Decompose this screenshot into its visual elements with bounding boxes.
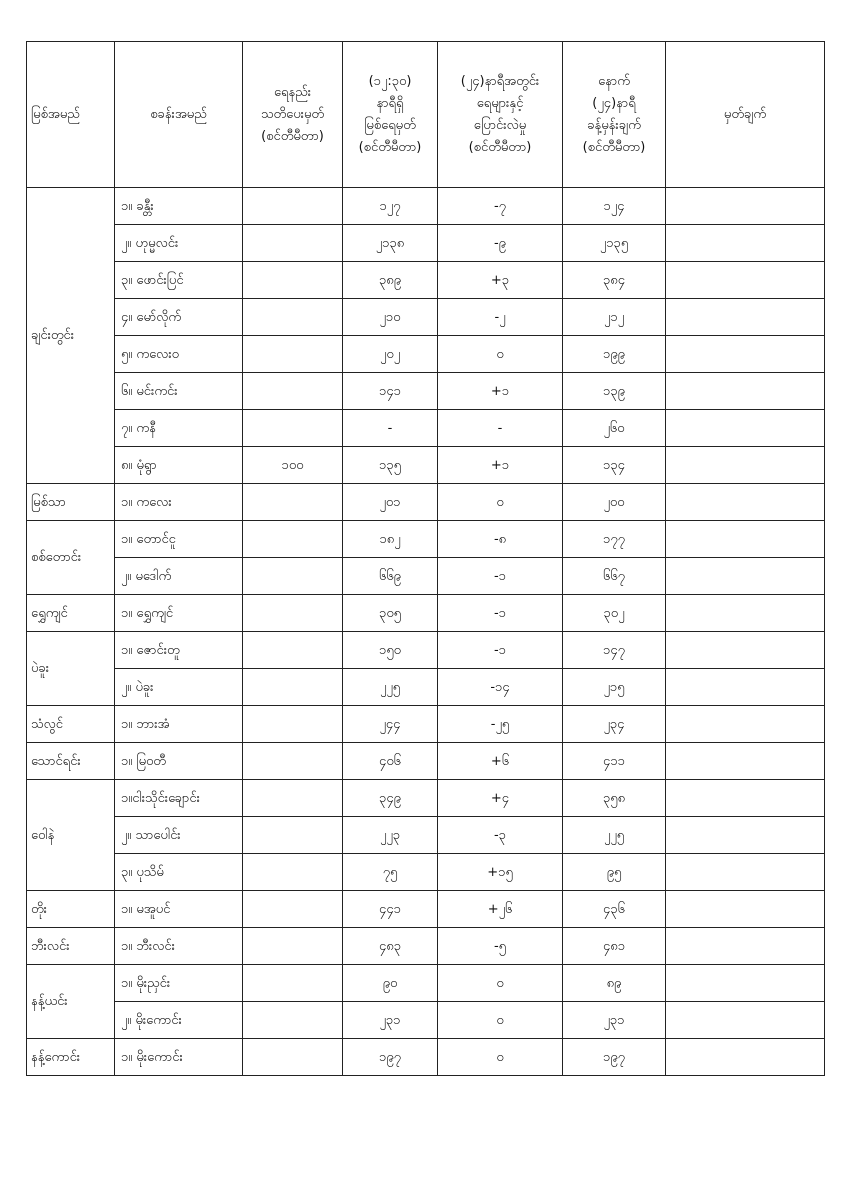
low-warning-cell (243, 1039, 343, 1076)
header-text-line: စခန်းအမည် (150, 106, 207, 122)
low-warning-cell (243, 299, 343, 336)
station-name-cell: ၂။ ပဲခူး (115, 669, 243, 706)
forecast-24h-cell: ၁၉၇ (563, 1039, 666, 1076)
current-level-cell: ၂၂၃ (343, 817, 438, 854)
low-warning-cell (243, 521, 343, 558)
header-text-line: မြစ်အမည် (31, 106, 80, 122)
station-name-cell: ၁။ ဘီးလင်း (115, 928, 243, 965)
header-text-line: နာရီရှိ (376, 95, 404, 111)
remark-cell (666, 410, 825, 447)
low-warning-cell (243, 188, 343, 225)
forecast-24h-cell: ၄၁၁ (563, 743, 666, 780)
station-name-cell: ၂။ သာပေါင်း (115, 817, 243, 854)
current-level-cell: ၄၈၃ (343, 928, 438, 965)
change-24h-cell: +၁ (438, 373, 563, 410)
table-row (27, 484, 825, 521)
remark-cell (666, 965, 825, 1002)
station-name-cell: ၃။ ဖောင်းပြင် (115, 262, 243, 299)
low-warning-cell (243, 817, 343, 854)
low-warning-cell (243, 595, 343, 632)
forecast-24h-cell: ၂၁၃၅ (563, 225, 666, 262)
current-level-cell: ၁၉၇ (343, 1039, 438, 1076)
current-level-cell: ၁၄၁ (343, 373, 438, 410)
remark-cell (666, 188, 825, 225)
low-warning-cell (243, 484, 343, 521)
remark-cell (666, 1002, 825, 1039)
station-name-cell: ၂။ မိုးကောင်း (115, 1002, 243, 1039)
remark-cell (666, 780, 825, 817)
forecast-24h-cell: ၁၂၄ (563, 188, 666, 225)
change-24h-cell: ၀ (438, 1002, 563, 1039)
header-text-line: (၂၄)နာရီအတွင်း (460, 73, 540, 89)
header-text-line: ခန့်မှန်းချက် (587, 117, 641, 133)
forecast-24h-cell: ၂၂၅ (563, 817, 666, 854)
low-warning-cell (243, 262, 343, 299)
header-text-line: (၂၄)နာရီ (592, 95, 636, 111)
change-24h-cell: -၅ (438, 928, 563, 965)
low-warning-cell (243, 706, 343, 743)
remark-cell (666, 484, 825, 521)
low-warning-cell (243, 891, 343, 928)
header-text-line: ပြောင်းလဲမှု (473, 117, 527, 133)
change-24h-cell: +၆ (438, 743, 563, 780)
low-warning-cell (243, 669, 343, 706)
change-24h-cell: -၂ (438, 299, 563, 336)
forecast-24h-cell: ၂၀၀ (563, 484, 666, 521)
table-row (27, 743, 825, 780)
station-name-cell: ၁။ မိုးကောင်း (115, 1039, 243, 1076)
remark-cell (666, 225, 825, 262)
remark-cell (666, 669, 825, 706)
table-row (27, 854, 825, 891)
river-name-cell: ရွှေကျင် (27, 595, 115, 632)
current-level-cell: ၂၀၁ (343, 484, 438, 521)
current-level-header (343, 42, 438, 188)
station-name-cell: ၁။ ခန္တီး (115, 188, 243, 225)
header-text-line: (၁၂:၃၀) (368, 73, 412, 89)
forecast-24h-cell: ၁၃၄ (563, 447, 666, 484)
header-row (27, 42, 825, 188)
low-warning-cell (243, 780, 343, 817)
remark-cell (666, 558, 825, 595)
table-row (27, 965, 825, 1002)
forecast-24h-cell: ၉၅ (563, 854, 666, 891)
forecast-24h-cell: ၄၃၆ (563, 891, 666, 928)
station-name-cell: ၇။ ကနီ (115, 410, 243, 447)
low-warning-cell (243, 965, 343, 1002)
low-warning-cell (243, 1002, 343, 1039)
table-header (27, 42, 825, 188)
current-level-cell: ၂၁၃၈ (343, 225, 438, 262)
current-level-cell: ၁၃၅ (343, 447, 438, 484)
low-warning-cell: ၁၀၀ (243, 447, 343, 484)
remark-cell (666, 854, 825, 891)
river-name-cell: သံလွင် (27, 706, 115, 743)
station-name-cell: ၁။ တောင်ငူ (115, 521, 243, 558)
remark-cell (666, 743, 825, 780)
change-24h-cell: -၁၄ (438, 669, 563, 706)
header-text-line: (စင်တီမီတာ) (468, 139, 532, 155)
change-24h-cell: -၉ (438, 225, 563, 262)
table-row (27, 1002, 825, 1039)
remark-cell (666, 1039, 825, 1076)
forecast-24h-cell: ၂၃၄ (563, 706, 666, 743)
forecast-24h-header (563, 42, 666, 188)
station-name-cell: ၁။ မိုးညှင်း (115, 965, 243, 1002)
forecast-24h-cell: ၃၅၈ (563, 780, 666, 817)
river-name-header (27, 42, 115, 188)
forecast-24h-cell: ၁၄၇ (563, 632, 666, 669)
current-level-cell: ၁၅၀ (343, 632, 438, 669)
current-level-cell: ၄၄၁ (343, 891, 438, 928)
table-row (27, 373, 825, 410)
forecast-24h-cell: ၁၉၉ (563, 336, 666, 373)
change-24h-cell: +၁၅ (438, 854, 563, 891)
table-row (27, 410, 825, 447)
change-24h-cell: -၂၅ (438, 706, 563, 743)
low-warning-cell (243, 854, 343, 891)
table-row (27, 299, 825, 336)
forecast-24h-cell: ၂၁၂ (563, 299, 666, 336)
table-row (27, 891, 825, 928)
river-name-cell: ပဲခူး (27, 632, 115, 706)
station-name-cell: ၁။ ကလေး (115, 484, 243, 521)
river-name-cell: သောင်ရင်း (27, 743, 115, 780)
station-name-cell: ၆။ မင်းကင်း (115, 373, 243, 410)
current-level-cell: ၁၈၂ (343, 521, 438, 558)
remark-cell (666, 817, 825, 854)
current-level-cell: ၁၂၇ (343, 188, 438, 225)
header-text-line: ရေနည်း (273, 84, 312, 100)
river-name-cell: ဝေါနဲ (27, 780, 115, 891)
forecast-24h-cell: ၃၈၄ (563, 262, 666, 299)
change-24h-cell: -၇ (438, 188, 563, 225)
table-row (27, 669, 825, 706)
change-24h-cell: -၁ (438, 558, 563, 595)
change-24h-cell: -၃ (438, 817, 563, 854)
low-warning-cell (243, 225, 343, 262)
forecast-24h-cell: ၈၉ (563, 965, 666, 1002)
forecast-24h-cell: ၂၆၀ (563, 410, 666, 447)
station-name-cell: ၁။ငါးသိုင်းချောင်း (115, 780, 243, 817)
change-24h-cell: ၀ (438, 965, 563, 1002)
current-level-cell: ၆၆၉ (343, 558, 438, 595)
remark-cell (666, 336, 825, 373)
river-name-cell: ချင်းတွင်း (27, 188, 115, 484)
station-name-cell: ၁။ မြဝတီ (115, 743, 243, 780)
forecast-24h-cell: ၄၈၁ (563, 928, 666, 965)
table-row (27, 632, 825, 669)
change-24h-cell: +၄ (438, 780, 563, 817)
change-24h-cell: -၈ (438, 521, 563, 558)
forecast-24h-cell: ၁၇၇ (563, 521, 666, 558)
remark-cell (666, 373, 825, 410)
river-name-cell: တိုး (27, 891, 115, 928)
change-24h-cell: -၁ (438, 595, 563, 632)
current-level-cell: ၄၀၆ (343, 743, 438, 780)
station-name-cell: ၁။ ရွှေကျင် (115, 595, 243, 632)
low-warning-cell (243, 558, 343, 595)
table-body (27, 188, 825, 1076)
remark-cell (666, 447, 825, 484)
table-row (27, 188, 825, 225)
table-row (27, 336, 825, 373)
remark-cell (666, 891, 825, 928)
forecast-24h-cell: ၃၀၂ (563, 595, 666, 632)
remark-cell (666, 299, 825, 336)
current-level-cell: ၂၀၂ (343, 336, 438, 373)
current-level-cell: ၉၀ (343, 965, 438, 1002)
change-24h-cell: +၁ (438, 447, 563, 484)
river-name-cell: နန့်ကောင်း (27, 1039, 115, 1076)
station-name-cell: ၁။ မအူပင် (115, 891, 243, 928)
current-level-cell: ၃၄၉ (343, 780, 438, 817)
remark-cell (666, 928, 825, 965)
table-row (27, 928, 825, 965)
table-row (27, 262, 825, 299)
remark-cell (666, 632, 825, 669)
change-24h-header (438, 42, 563, 188)
forecast-24h-cell: ၆၆၇ (563, 558, 666, 595)
change-24h-cell: +၂၆ (438, 891, 563, 928)
remark-cell (666, 521, 825, 558)
station-name-cell: ၁။ ဘားအံ (115, 706, 243, 743)
low-warning-cell (243, 632, 343, 669)
header-text-line: မြစ်ရေမှတ် (364, 117, 416, 133)
low-warning-header (243, 42, 343, 188)
table-row (27, 780, 825, 817)
table-row (27, 595, 825, 632)
current-level-cell: ၇၅ (343, 854, 438, 891)
current-level-cell: - (343, 410, 438, 447)
remark-cell (666, 595, 825, 632)
current-level-cell: ၃၀၅ (343, 595, 438, 632)
river-level-table (26, 41, 825, 1076)
current-level-cell: ၂၄၄ (343, 706, 438, 743)
station-name-cell: ၅။ ကလေးဝ (115, 336, 243, 373)
change-24h-cell: ၀ (438, 336, 563, 373)
remark-cell (666, 706, 825, 743)
forecast-24h-cell: ၁၃၉ (563, 373, 666, 410)
table-row (27, 521, 825, 558)
river-name-cell: စစ်တောင်း (27, 521, 115, 595)
header-text-line: နောက် (598, 73, 630, 89)
table-row (27, 817, 825, 854)
low-warning-cell (243, 373, 343, 410)
station-name-cell: ၂။ ဟုမ္မလင်း (115, 225, 243, 262)
station-name-cell: ၄။ မော်လိုက် (115, 299, 243, 336)
change-24h-cell: ၀ (438, 484, 563, 521)
table-row (27, 225, 825, 262)
change-24h-cell: -၁ (438, 632, 563, 669)
change-24h-cell: +၃ (438, 262, 563, 299)
river-name-cell: ဘီးလင်း (27, 928, 115, 965)
remark-cell (666, 262, 825, 299)
low-warning-cell (243, 336, 343, 373)
low-warning-cell (243, 410, 343, 447)
header-text-line: သတိပေးမှတ် (260, 106, 325, 122)
header-text-line: (စင်တီမီတာ) (358, 139, 422, 155)
forecast-24h-cell: ၂၃၁ (563, 1002, 666, 1039)
river-name-cell: နန့်ယင်း (27, 965, 115, 1039)
current-level-cell: ၃၈၉ (343, 262, 438, 299)
table-row (27, 558, 825, 595)
header-text-line: ရေများနှင့် (476, 95, 524, 111)
station-name-cell: ၈။ မုံရွာ (115, 447, 243, 484)
table-row (27, 706, 825, 743)
current-level-cell: ၂၃၁ (343, 1002, 438, 1039)
station-name-header (115, 42, 243, 188)
remark-header (666, 42, 825, 188)
station-name-cell: ၃။ ပုသိမ် (115, 854, 243, 891)
header-text-line: (စင်တီမီတာ) (582, 139, 646, 155)
station-name-cell: ၂။ မဒေါက် (115, 558, 243, 595)
current-level-cell: ၂၂၅ (343, 669, 438, 706)
station-name-cell: ၁။ ဇောင်းတူ (115, 632, 243, 669)
current-level-cell: ၂၁၀ (343, 299, 438, 336)
river-name-cell: မြစ်သာ (27, 484, 115, 521)
forecast-24h-cell: ၂၁၅ (563, 669, 666, 706)
header-text-line: (စင်တီမီတာ) (261, 128, 324, 144)
table-row (27, 1039, 825, 1076)
table-row (27, 447, 825, 484)
low-warning-cell (243, 743, 343, 780)
change-24h-cell: ၀ (438, 1039, 563, 1076)
header-text-line: မှတ်ချက် (723, 106, 767, 122)
change-24h-cell: - (438, 410, 563, 447)
low-warning-cell (243, 928, 343, 965)
